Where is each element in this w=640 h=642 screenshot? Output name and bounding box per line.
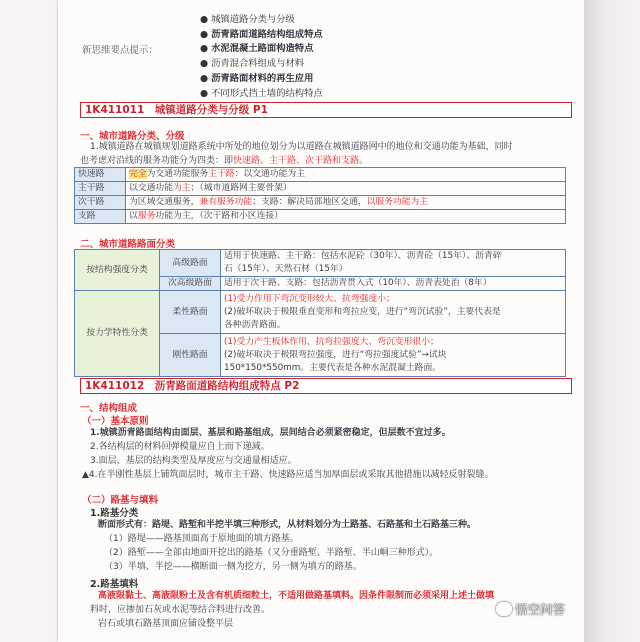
group-by-mechanics: 按力学特性分类: [75, 291, 160, 377]
subheading-subgrade-types: 1.路基分类: [90, 508, 139, 519]
tip-item: ● 城镇道路分类与分级: [200, 13, 323, 28]
section-header-1k411012: 1K411012 沥青路面道路结构组成特点 P2: [80, 378, 572, 394]
road-name: 主干路: [75, 182, 126, 196]
section-heading-structure: 一、结构组成: [80, 403, 138, 414]
tip-item: ● 水泥混凝土路面构造特点: [200, 42, 323, 57]
chat-bubble-icon: [496, 602, 512, 616]
pavement-type: 次高级路面: [160, 277, 221, 291]
table-row: [75, 196, 566, 210]
road-desc: 为区域交通服务，兼有服务功能；支路：解决局部地区交通，以服务功能为主: [126, 196, 566, 210]
road-desc: 以服务功能为主，（次干路和小区连接）: [126, 210, 566, 224]
intro-line-2: 也考虑对沿线的服务功能分为四类：即快速路、主干路、次干路和支路。: [80, 156, 369, 166]
tip-item: ● 不同形式挡土墙的结构特点: [200, 87, 323, 102]
fill-line-2: 料时，应掺加石灰或水泥等结合料进行改善。: [90, 605, 271, 615]
pavement-desc: (1)受力作用下弯沉变形较大、抗弯强度小； (2)破坏取决于极限垂直变形和弯拉应变，进行“弯沉试验”，主要代表是 各种沥青路面。: [221, 291, 566, 334]
table-row: [75, 291, 566, 334]
subgrade-half-fill: （3）半填、半挖——横断面一侧为挖方，另一侧为填方的路基。: [104, 562, 362, 572]
subgrade-embankment: （1）路堤——路基顶面高于原地面的填方路基。: [104, 534, 299, 544]
tip-item: ● 沥青路面道路结构组成特点: [200, 28, 323, 43]
fill-line-3: 岩石或填石路基顶面应铺设整平层: [98, 619, 234, 629]
fill-line-1: 高液限黏土、高液限粉土及含有机质细粒土，不适用做路基填料。因条件限制而必须采用上述土做填: [98, 591, 495, 601]
tip-item: ● 沥青混合料组成与材料: [200, 57, 323, 72]
table-row: [75, 168, 566, 182]
subheading-fill-material: 2.路基填料: [90, 579, 139, 590]
principle-4: ▲4.在半刚性基层上铺筑面层时，城市主干路、快速路应适当加厚面层或采取其他措施以减轻反射裂缝。: [82, 470, 494, 480]
tip-item: ● 沥青路面材料的再生应用: [200, 72, 323, 87]
subheading-subgrade: （二）路基与填料: [82, 495, 159, 506]
intro-line-1: 1.城镇道路在城镇规划道路系统中所处的地位划分为以道路在城镇道路网中的地位和交通功能为基础，同时: [90, 142, 513, 152]
pavement-desc: 适用于快速路、主干路：包括水泥砼（30年）、沥青砼（15年）、沥青碎 石（15年）、天然石材（15年）: [221, 250, 566, 277]
road-desc: 以交通功能为主；（城市道路网主要骨架）: [126, 182, 566, 196]
subheading-basic-principles: （一）基本原则: [82, 416, 149, 427]
road-name: 支路: [75, 210, 126, 224]
pavement-class-table: [74, 249, 566, 377]
pavement-type: 刚性路面: [160, 334, 221, 377]
subgrade-paragraphs: [98, 518, 568, 574]
textbook-page: [58, 0, 584, 642]
road-name: 快速路: [75, 168, 126, 182]
principle-1: 1.城镇沥青路面结构由面层、基层和路基组成，层间结合必须紧密稳定，但层数不宜过多。: [90, 428, 451, 438]
pavement-desc: (1)受力产生板体作用，抗弯拉强度大、弯沉变形很小； (2)破坏取决于极限弯拉强度，进行“弯拉强度试验”→试块 150*150*550mm。主要代表是各种水泥混凝土路面。: [221, 334, 566, 377]
table-row: [75, 210, 566, 224]
subgrade-forms: 断面形式有：路堤、路堑和半挖半填三种形式，从材料划分为土路基、石路基和土石路基三种。: [98, 520, 477, 530]
page-edge-shadow: [584, 0, 640, 642]
tips-list: [200, 13, 323, 101]
subgrade-cutting: （2）路堑——全部由地面开挖出的路基（又分重路堑、半路堑、半山峒三种形式）。: [104, 548, 439, 558]
pavement-type: 柔性路面: [160, 291, 221, 334]
pavement-desc: 适用于次干路、支路：包括沥青贯入式（10年）、沥青表处治（8年）: [221, 277, 566, 291]
section-heading-pavement-classification: 二、城市道路路面分类: [80, 239, 176, 250]
principles-paragraphs: [82, 426, 570, 482]
principle-2: 2.各结构层的材料回弹模量应自上而下递减。: [90, 442, 270, 452]
table-row: [75, 250, 566, 277]
road-class-table: [74, 167, 566, 224]
road-name: 次干路: [75, 196, 126, 210]
tips-label: 新思维要点提示：: [82, 45, 159, 56]
table-row: [75, 182, 566, 196]
watermark: 悟空问答: [496, 600, 565, 618]
group-by-strength: 按结构强度分类: [75, 250, 160, 291]
principle-3: 3.面层、基层的结构类型及厚度应与交通量相适应。: [90, 456, 297, 466]
road-desc: 完全为交通功能服务主干路：以交通功能为主: [126, 168, 566, 182]
pavement-type: 高级路面: [160, 250, 221, 277]
section-header-1k411011: 1K411011 城镇道路分类与分级 P1: [80, 102, 572, 118]
section-heading-road-classification: 一、城市道路分类、分级: [80, 131, 185, 142]
intro-paragraph: [80, 140, 570, 168]
